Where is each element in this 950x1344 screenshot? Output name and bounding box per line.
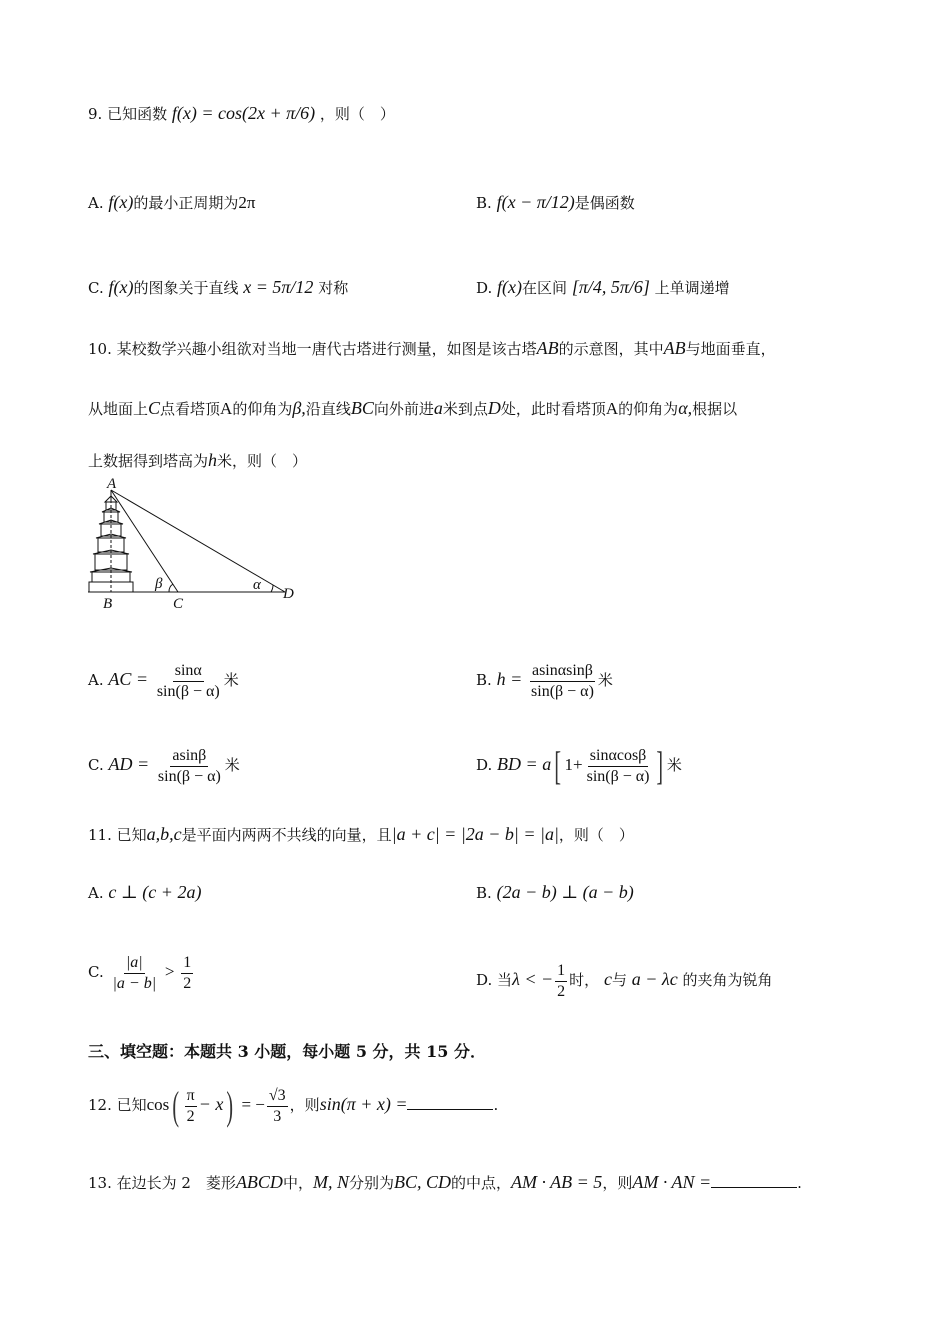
- q9-option-c: C. f(x)的图象关于直线 x = 5π/12 对称: [88, 277, 349, 297]
- label-alpha: α: [253, 577, 261, 593]
- line-ac: [111, 490, 178, 592]
- alpha-arc: [271, 585, 273, 592]
- q10-stem-line2: 从地面上C点看塔顶A的仰角为β,沿直线BC向外前进a米到点D处，此时看塔顶A的仰角为α,根据以: [88, 398, 738, 418]
- section-3-title: 三、填空题：本题共 3 小题，每小题 5 分，共 15 分．: [88, 1042, 486, 1061]
- q10-stem-line1: 10. 某校数学兴趣小组欲对当地一唐代古塔进行测量，如图是该古塔AB的示意图，其中AB与地面垂直，: [88, 338, 776, 358]
- q9-option-d: D. f(x)在区间 [π/4, 5π/6] 上单调递增: [476, 277, 730, 297]
- q9-option-b: B. f(x − π/12)是偶函数: [476, 192, 635, 212]
- q9-option-a: A. f(x)的最小正周期为2π: [88, 192, 256, 212]
- beta-arc: [169, 584, 173, 592]
- q10-option-a: A. AC = $\frac{\sin\alpha}{\sin(\beta - \alpha)}$ 米: [88, 661, 239, 700]
- q11-option-d: D. 当λ < − $\frac{1}{2}$ 时， c与 a − λc 的夹角为锐角: [476, 961, 773, 1000]
- q11-option-a: A. c ⊥ (c + 2a): [88, 882, 202, 902]
- pagoda-figure: [85, 478, 305, 613]
- q12: 12. 已知cos( $\frac{\pi}{2}$ − x) = − $\frac{√3}{3}$ ，则sin(π + x) = .: [88, 1083, 499, 1128]
- q10-option-c: C. AD = $\frac{asin\beta}{\sin(\beta - \alpha)}$ 米: [88, 746, 240, 785]
- q10-option-b: B. h = $\frac{asin\alpha\sin\beta}{\sin(\beta - \alpha)}$ 米: [476, 661, 613, 700]
- label-beta: β: [155, 576, 163, 592]
- label-b: B: [103, 596, 113, 612]
- label-a: A: [107, 478, 117, 492]
- q9-stem: 9. 已知函数 f(x) = cos(2x + π/6) ，则（ ）: [88, 103, 395, 123]
- label-c: C: [173, 596, 184, 612]
- q10-option-d: D. BD = a[ 1+ $\frac{\sin\alpha\cos\beta}{\sin(\beta - \alpha)}$ ] 米: [476, 743, 682, 788]
- q13-answer-blank[interactable]: [711, 1173, 797, 1188]
- q12-answer-blank[interactable]: [407, 1095, 493, 1110]
- q11-stem: 11. 已知a,b,c是平面内两两不共线的向量，且|a + c| = |2a − b| = |a|，则（ ）: [88, 824, 634, 844]
- q11-option-b: B. (2a − b) ⊥ (a − b): [476, 882, 634, 902]
- q10-stem-line3: 上数据得到塔高为h米，则（ ）: [88, 450, 308, 470]
- q9-function: f(x) = cos(2x + π/6): [171, 103, 316, 123]
- label-d: D: [283, 586, 294, 602]
- q13: 13. 在边长为 2 菱形ABCD中，M, N分别为BC, CD的中点，AM · AB = 5，则AM · AN = .: [88, 1172, 802, 1192]
- q11-option-c: C. $\frac{|a|}{|a - b|}$ > $\frac{1}{2}$: [88, 953, 192, 992]
